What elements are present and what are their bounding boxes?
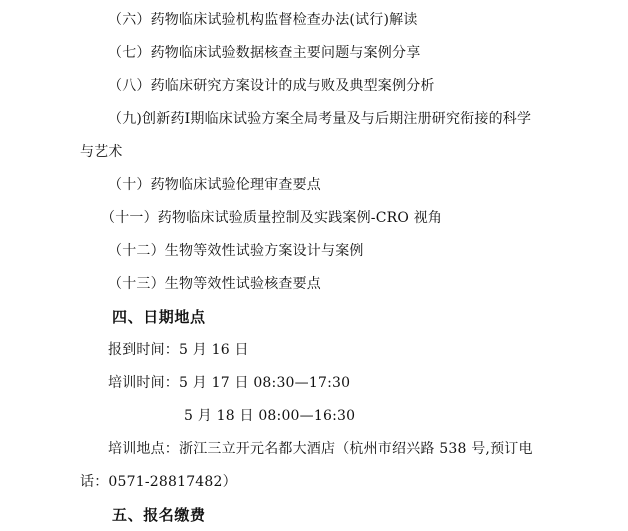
training-time-day2: 5 月 18 日 08:00—16:30 (184, 408, 356, 424)
agenda-item-7: （七）药物临床试验数据核查主要问题与案例分享 (108, 45, 421, 61)
agenda-item-10: （十）药物临床试验伦理审查要点 (108, 177, 321, 193)
agenda-item-12: （十二）生物等效性试验方案设计与案例 (108, 243, 364, 259)
agenda-item-6: （六）药物临床试验机构监督检查办法(试行)解读 (108, 12, 418, 28)
training-location: 培训地点：浙江三立开元名都大酒店（杭州市绍兴路 538 号,预订电 (108, 441, 533, 457)
agenda-item-9-continued: 与艺术 (80, 144, 123, 160)
agenda-item-8: （八）药临床研究方案设计的成与败及典型案例分析 (108, 78, 435, 94)
checkin-time: 报到时间：5 月 16 日 (108, 342, 249, 358)
agenda-item-9: （九)创新药Ⅰ期临床试验方案全局考量及与后期注册研究衔接的科学 (108, 111, 532, 127)
section-heading-date-location: 四、日期地点 (112, 308, 206, 326)
agenda-item-11: （十一）药物临床试验质量控制及实践案例-CRO 视角 (101, 210, 443, 226)
training-time-day1: 培训时间：5 月 17 日 08:30—17:30 (108, 375, 351, 391)
section-heading-registration: 五、报名缴费 (112, 506, 206, 524)
agenda-item-13: （十三）生物等效性试验核查要点 (108, 276, 321, 292)
training-location-phone: 话：0571-28817482） (80, 474, 237, 490)
